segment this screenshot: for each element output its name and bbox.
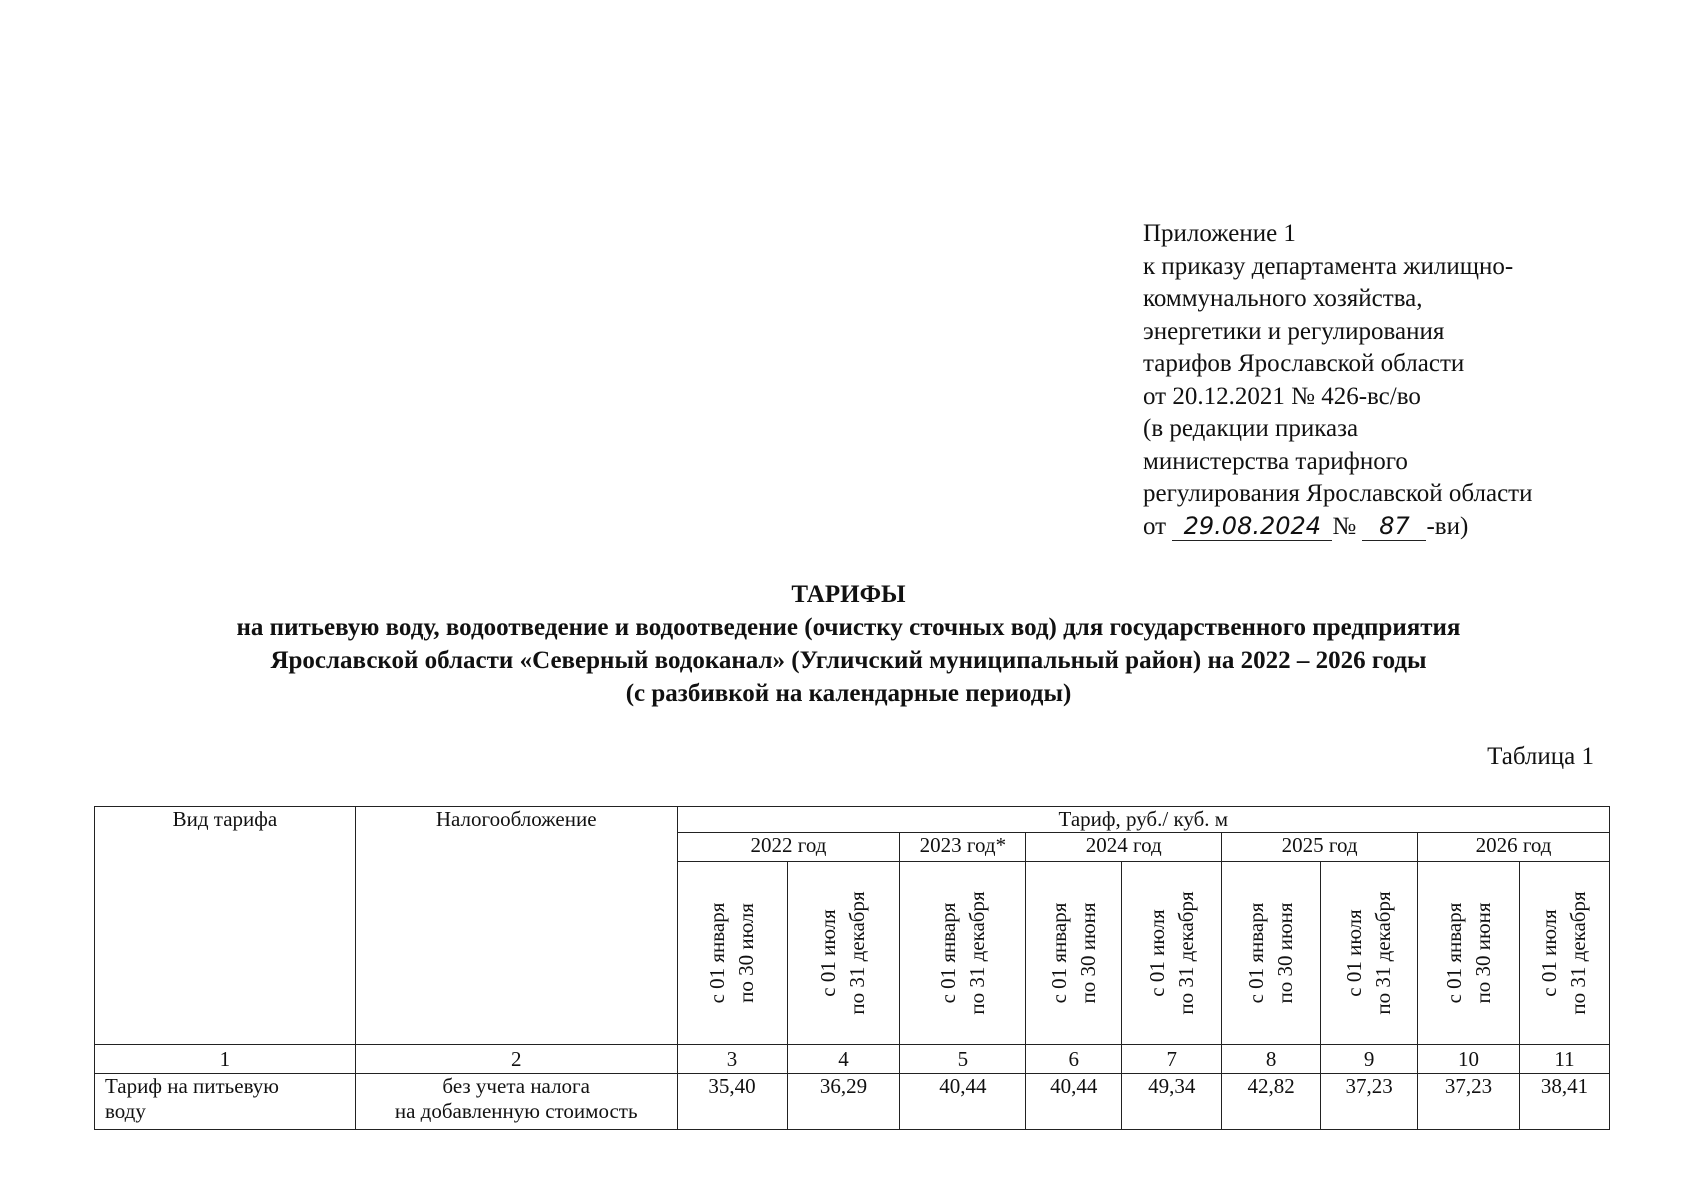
header-year: 2024 год [1026, 833, 1222, 862]
document-heading [0, 578, 1697, 710]
period-start: с 01 января [1046, 902, 1071, 1004]
period-start: с 01 июля [1144, 909, 1169, 997]
index-cell: 4 [787, 1045, 900, 1074]
tariff-value-cell: 36,29 [787, 1074, 900, 1130]
header-nalogooblozhenie: Налогообложение [355, 807, 677, 1045]
index-cell: 10 [1418, 1045, 1520, 1074]
period-start: с 01 января [705, 902, 730, 1004]
tariff-value-cell: 35,40 [677, 1074, 787, 1130]
index-cell: 3 [677, 1045, 787, 1074]
tariff-value-cell: 38,41 [1519, 1074, 1609, 1130]
index-cell: 9 [1321, 1045, 1418, 1074]
appendix-prefix: от [1143, 512, 1167, 540]
tariff-value-cell: 37,23 [1321, 1074, 1418, 1130]
period-end: по 30 июня [1470, 902, 1495, 1004]
appendix-signature-line [1143, 511, 1663, 544]
tariff-value-cell: 37,23 [1418, 1074, 1520, 1130]
index-cell: 8 [1222, 1045, 1321, 1074]
handwritten-date: 29.08.2024 [1172, 512, 1332, 541]
header-tariff: Тариф, руб./ куб. м [677, 807, 1609, 833]
period-start: с 01 января [935, 902, 960, 1004]
taxation-line: без учета налога [442, 1074, 590, 1098]
heading-line: на питьевую воду, водоотведение и водоотведение (очистку сточных вод) для государственного предприятия [236, 614, 1461, 641]
tariff-type-cell [95, 1074, 356, 1130]
taxation-cell [355, 1074, 677, 1130]
index-cell: 11 [1519, 1045, 1609, 1074]
table-row [95, 1074, 1610, 1130]
appendix-line: регулирования Ярославской области [1143, 480, 1533, 507]
period-end: по 30 июня [1075, 902, 1100, 1004]
appendix-line: министерства тарифного [1143, 447, 1408, 475]
taxation-line: на добавленную стоимость [394, 1099, 638, 1123]
tariffs-table [94, 806, 1610, 1130]
header-period [787, 862, 900, 1045]
index-cell: 6 [1026, 1045, 1122, 1074]
handwritten-number: 87 [1362, 512, 1426, 541]
appendix-line: (в редакции приказа [1143, 415, 1359, 442]
period-end: по 30 июня [1273, 902, 1298, 1004]
index-cell: 2 [355, 1045, 677, 1074]
period-start: с 01 января [1441, 902, 1466, 1004]
header-period [1122, 862, 1222, 1045]
tariff-type-line: Тариф на питьевую [105, 1074, 279, 1098]
header-period [1519, 862, 1609, 1045]
header-period [1321, 862, 1418, 1045]
period-end: по 31 декабря [1173, 891, 1198, 1015]
heading-title: ТАРИФЫ [791, 581, 906, 608]
header-period [1026, 862, 1122, 1045]
period-start: с 01 июля [816, 909, 841, 997]
header-period [1222, 862, 1321, 1045]
header-period [900, 862, 1026, 1045]
appendix-suffix: -ви) [1426, 512, 1469, 540]
appendix-block [1143, 218, 1663, 543]
period-start: с 01 января [1244, 902, 1269, 1004]
appendix-line: коммунального хозяйства, [1143, 285, 1423, 312]
period-start: с 01 июля [1342, 909, 1367, 997]
period-end: по 30 июля [734, 903, 759, 1003]
appendix-line: тарифов Ярославской области [1143, 350, 1465, 377]
tariff-value-cell: 40,44 [1026, 1074, 1122, 1130]
header-vid-tarifa: Вид тарифа [95, 807, 356, 1045]
header-year: 2026 год [1418, 833, 1610, 862]
number-sign: № [1332, 512, 1357, 540]
index-row [95, 1045, 1610, 1074]
tariff-value-cell: 49,34 [1122, 1074, 1222, 1130]
appendix-line: к приказу департамента жилищно- [1143, 252, 1514, 280]
header-year: 2025 год [1222, 833, 1418, 862]
tariff-value-cell: 40,44 [900, 1074, 1026, 1130]
period-end: по 31 декабря [1371, 891, 1396, 1015]
period-end: по 31 декабря [964, 891, 989, 1015]
header-period [1418, 862, 1520, 1045]
index-cell: 5 [900, 1045, 1026, 1074]
heading-line: (с разбивкой на календарные периоды) [625, 680, 1072, 707]
heading-line: Ярославской области «Северный водоканал» (Угличский муниципальный район) на 2022 – 2026 годы [270, 647, 1427, 674]
index-cell: 1 [95, 1045, 356, 1074]
appendix-line: Приложение 1 [1143, 220, 1296, 247]
tariff-value-cell: 42,82 [1222, 1074, 1321, 1130]
header-year: 2022 год [677, 833, 900, 862]
header-year: 2023 год* [900, 833, 1026, 862]
appendix-line: от 20.12.2021 № 426-вс/во [1143, 382, 1421, 410]
period-end: по 31 декабря [1566, 891, 1591, 1015]
table-label: Таблица 1 [1487, 743, 1594, 770]
header-period [677, 862, 787, 1045]
period-end: по 31 декабря [845, 891, 870, 1015]
appendix-line: энергетики и регулирования [1143, 317, 1445, 345]
tariff-type-line: воду [105, 1099, 146, 1123]
period-start: с 01 июля [1537, 909, 1562, 997]
index-cell: 7 [1122, 1045, 1222, 1074]
